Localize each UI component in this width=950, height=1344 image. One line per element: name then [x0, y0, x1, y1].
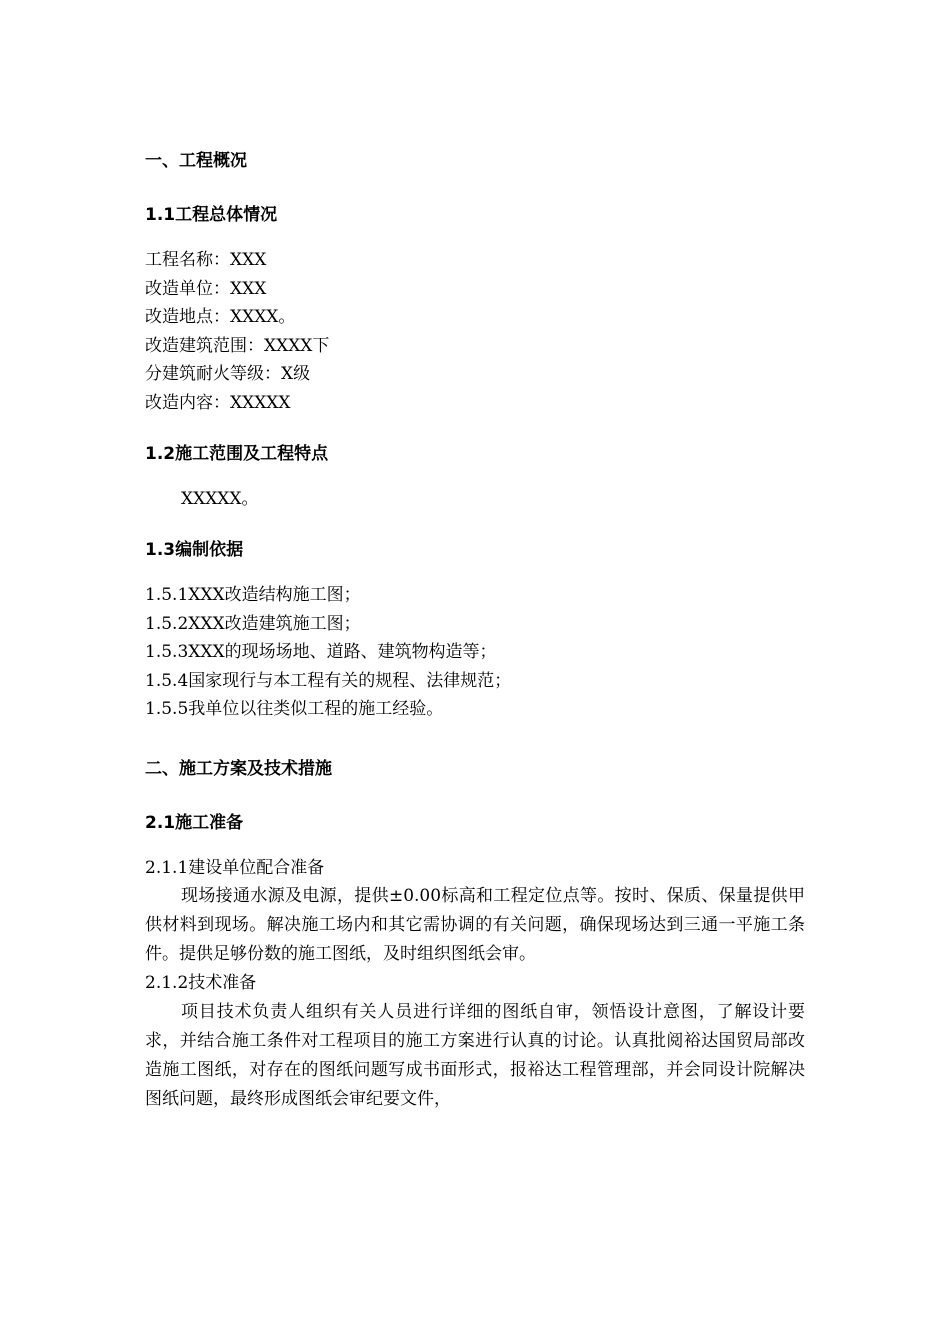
basis-item: 1.5.1XXX改造结构施工图；: [145, 585, 361, 605]
basis-item: 1.5.5我单位以往类似工程的施工经验。: [145, 699, 444, 719]
owner-preparation-paragraph: 现场接通水源及电源，提供±0.00标高和工程定位点等。按时、保质、保量提供甲供材料到现场。解决施工场内和其它需协调的有关问题，确保现场达到三通一平施工条件。提供足够份数的施工图纸，及时组织图纸会审。: [145, 886, 805, 964]
technical-preparation-paragraph: 项目技术负责人组织有关人员进行详细的图纸自审，领悟设计意图，了解设计要求，并结合施工条件对工程项目的施工方案进行认真的讨论。认真批阅裕达国贸局部改造施工图纸，对存在的图纸问题写成书面形式，报裕达工程管理部，并会同设计院解决图纸问题，最终形成图纸会审纪要文件，: [145, 1001, 805, 1109]
renovation-content-line: 改造内容：XXXXX: [145, 392, 291, 413]
basis-item: 1.5.2XXX改造建筑施工图；: [145, 613, 361, 634]
section1-heading: 一、工程概况: [145, 151, 247, 171]
section1-1-heading: 1.1工程总体情况: [145, 205, 278, 225]
section2-1-heading: 2.1施工准备: [145, 812, 244, 833]
renovation-location-line: 改造地点：XXXX。: [145, 307, 296, 327]
renovation-unit-line: 改造单位：XXX: [145, 278, 267, 299]
document-content: [145, 146, 805, 1114]
section2-heading: 二、施工方案及技术措施: [145, 758, 332, 779]
fire-rating-line: 分建筑耐火等级：X级: [145, 364, 311, 384]
basis-item: 1.5.4国家现行与本工程有关的规程、法律规范；: [145, 670, 512, 691]
section1-2-heading: 1.2施工范围及工程特点: [145, 444, 329, 464]
section2-1-2-heading: 2.1.2技术准备: [145, 973, 257, 993]
section1-3-heading: 1.3编制依据: [145, 540, 244, 560]
section2-1-1-heading: 2.1.1建设单位配合准备: [145, 857, 325, 878]
renovation-scope-line: 改造建筑范围：XXXX下: [145, 335, 330, 356]
project-name-line: 工程名称：XXX: [145, 250, 267, 270]
construction-scope-text: XXXXX。: [181, 489, 259, 509]
basis-item: 1.5.3XXX的现场场地、道路、建筑物构造等；: [145, 642, 497, 662]
